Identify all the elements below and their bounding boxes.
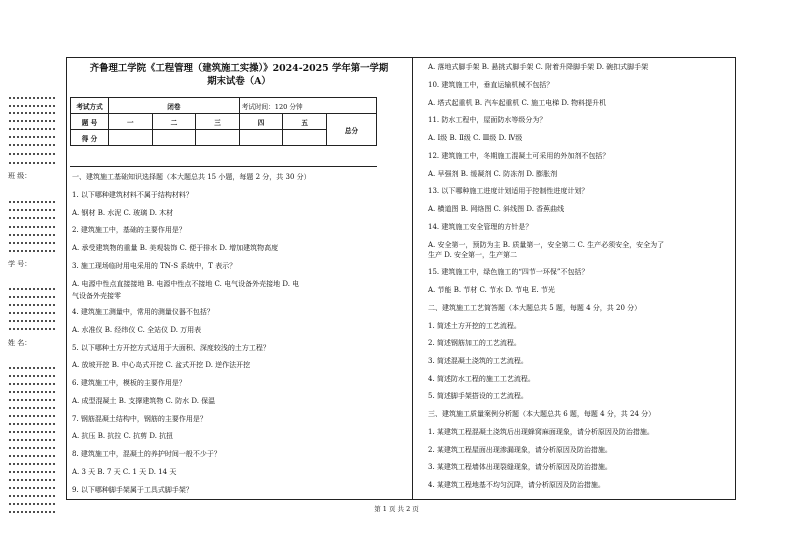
binding-dots xyxy=(8,478,56,482)
binding-dots xyxy=(8,327,56,331)
binding-dots xyxy=(8,398,56,402)
question-line: 3. 某建筑工程墙体出现裂缝现象，请分析原因及防治措施。 xyxy=(428,463,612,471)
binding-dots xyxy=(8,111,56,115)
binding-dots xyxy=(8,135,56,139)
question-line: 14. 建筑施工安全管理的方针是？ xyxy=(428,223,533,231)
binding-dots xyxy=(8,200,56,204)
binding-dots xyxy=(8,152,56,156)
question-line: A. 落地式脚手架 B. 悬挑式脚手架 C. 附着升降脚手架 D. 碗扣式脚手架 xyxy=(428,63,649,71)
score-label: 得 分 xyxy=(71,130,109,146)
question-line: 5. 以下哪种土方开挖方式适用于大面积、深度较浅的土方工程？ xyxy=(72,344,270,352)
binding-dots xyxy=(8,390,56,394)
binding-dots xyxy=(8,462,56,466)
exam-method-value: 闭卷 xyxy=(109,98,240,114)
question-line: 1. 以下哪种建筑材料不属于结构材料？ xyxy=(72,191,193,199)
score-cell[interactable] xyxy=(109,130,153,146)
question-line: 13. 以下哪种施工进度计划适用于控制性进度计划？ xyxy=(428,187,589,195)
question-line: A. 安全第一，预防为主 B. 质量第一，安全第二 C. 生产必须安全，安全为了 xyxy=(428,241,665,249)
total-label: 总分 xyxy=(327,114,377,146)
exam-title-line1: 齐鲁理工学院《工程管理（建筑施工实操）》2024-2025 学年第一学期 xyxy=(89,63,389,74)
question-line: A. 成型混凝土 B. 支撑建筑物 C. 防水 D. 保温 xyxy=(72,397,216,405)
col-1: 一 xyxy=(109,114,153,130)
question-line: A. 放坡开挖 B. 中心岛式开挖 C. 盆式开挖 D. 逆作法开挖 xyxy=(72,361,251,369)
binding-dots xyxy=(8,216,56,220)
col-3: 三 xyxy=(196,114,240,130)
question-line: A. 3 天 B. 7 天 C. 1 天 D. 14 天 xyxy=(72,468,177,476)
question-line: 一、建筑施工基础知识选择题（本大题总共 15 小题，每题 2 分，共 30 分） xyxy=(72,173,311,181)
question-line: 三、建筑施工质量案例分析题（本大题总共 6 题，每题 4 分，共 24 分） xyxy=(428,410,656,418)
column-divider xyxy=(412,57,413,500)
binding-dots xyxy=(8,319,56,323)
question-line: 12. 建筑施工中，冬期施工混凝土可采用的外加剂不包括？ xyxy=(428,152,610,160)
question-line: 10. 建筑施工中，垂直运输机械不包括？ xyxy=(428,81,554,89)
question-line: 4. 建筑施工测量中，常用的测量仪器不包括？ xyxy=(72,308,214,316)
question-line: 生产 D. 安全第一，生产第二 xyxy=(428,251,518,259)
question-line: 1. 简述土方开挖的工艺流程。 xyxy=(428,322,521,330)
question-line: 2. 建筑施工中，基础的主要作用是？ xyxy=(72,226,186,234)
binding-dots xyxy=(8,374,56,378)
class-label: 班 级： xyxy=(8,172,32,180)
question-line: 2. 某建筑工程屋面出现渗漏现象，请分析原因及防治措施。 xyxy=(428,446,612,454)
question-line: A. 承受建筑物的重量 B. 美观装饰 C. 便于排水 D. 增加建筑物高度 xyxy=(72,244,279,252)
question-line: A. 塔式起重机 B. 汽车起重机 C. 施工电梯 D. 物料提升机 xyxy=(428,99,607,107)
binding-dots xyxy=(8,303,56,307)
question-line: 9. 以下哪种脚手架属于工具式脚手架？ xyxy=(72,486,193,494)
question-line: A. 早强剂 B. 缓凝剂 C. 防冻剂 D. 膨胀剂 xyxy=(428,170,558,178)
question-line: A. 横道图 B. 网络图 C. 斜线图 D. 香蕉曲线 xyxy=(428,205,565,213)
question-line: 气设备外壳接零 xyxy=(72,292,121,300)
question-line: 2. 简述钢筋加工的工艺流程。 xyxy=(428,339,521,347)
binding-dots xyxy=(8,470,56,474)
section-divider xyxy=(70,166,377,167)
question-line: 4. 某建筑工程地基不均匀沉降，请分析原因及防治措施。 xyxy=(428,481,605,489)
col-5: 五 xyxy=(283,114,327,130)
binding-dots xyxy=(8,241,56,245)
student-id-label: 学 号： xyxy=(8,260,32,268)
score-cell[interactable] xyxy=(239,130,283,146)
binding-dots xyxy=(8,233,56,237)
binding-dots xyxy=(8,295,56,299)
question-line: 3. 简述混凝土浇筑的工艺流程。 xyxy=(428,357,528,365)
binding-dots xyxy=(8,422,56,426)
question-line: A. 电源中性点直接接地 B. 电源中性点不接地 C. 电气设备外壳接地 D. 电 xyxy=(72,280,300,288)
binding-dots xyxy=(8,208,56,212)
binding-dots xyxy=(8,430,56,434)
binding-dots xyxy=(8,249,56,253)
question-line: A. 抗压 B. 抗拉 C. 抗剪 D. 抗扭 xyxy=(72,432,174,440)
page-number: 第 1 页 共 2 页 xyxy=(374,505,419,513)
exam-time: 考试时间：120 分钟 xyxy=(239,98,376,114)
binding-dots xyxy=(8,438,56,442)
question-line: 7. 钢筋混凝土结构中，钢筋的主要作用是？ xyxy=(72,415,207,423)
question-line: 3. 施工现场临时用电采用的 TN-S 系统中，T 表示？ xyxy=(72,262,237,270)
col-2: 二 xyxy=(152,114,196,130)
binding-dots xyxy=(8,225,56,229)
binding-dots xyxy=(8,311,56,315)
binding-dots xyxy=(8,486,56,490)
exam-method-label: 考试方式 xyxy=(71,98,109,114)
binding-dots xyxy=(8,406,56,410)
score-cell[interactable] xyxy=(283,130,327,146)
binding-dots xyxy=(8,104,56,108)
binding-dots xyxy=(8,494,56,498)
question-line: A. 节能 B. 节材 C. 节水 D. 节电 E. 节光 xyxy=(428,286,555,294)
question-no-label: 题 号 xyxy=(71,114,109,130)
binding-dots xyxy=(8,382,56,386)
binding-dots xyxy=(8,287,56,291)
name-label: 姓 名： xyxy=(8,339,32,347)
score-cell[interactable] xyxy=(196,130,240,146)
score-table xyxy=(70,97,377,146)
question-line: 二、建筑施工工艺简答题（本大题总共 5 题，每题 4 分，共 20 分） xyxy=(428,304,642,312)
question-line: 5. 简述脚手架搭设的工艺流程。 xyxy=(428,392,528,400)
binding-dots xyxy=(8,446,56,450)
question-line: 11. 防水工程中，屋面防水等级分为？ xyxy=(428,116,547,124)
score-cell[interactable] xyxy=(152,130,196,146)
question-line: 15. 建筑施工中，绿色施工的“四节一环保”不包括？ xyxy=(428,268,589,276)
binding-dots xyxy=(8,161,56,165)
binding-dots xyxy=(8,119,56,123)
binding-dots xyxy=(8,366,56,370)
binding-dots xyxy=(8,127,56,131)
binding-dots xyxy=(8,143,56,147)
question-line: A. 钢材 B. 水泥 C. 玻璃 D. 木材 xyxy=(72,209,174,217)
question-line: 6. 建筑施工中，模板的主要作用是？ xyxy=(72,379,186,387)
question-line: 1. 某建筑工程混凝土浇筑后出现蜂窝麻面现象，请分析原因及防治措施。 xyxy=(428,428,654,436)
question-line: A. 水准仪 B. 经纬仪 C. 全站仪 D. 万用表 xyxy=(72,326,202,334)
binding-dots xyxy=(8,96,56,100)
question-line: A. Ⅰ级 B. Ⅱ级 C. Ⅲ级 D. Ⅳ级 xyxy=(428,134,523,142)
binding-dots xyxy=(8,414,56,418)
col-4: 四 xyxy=(239,114,283,130)
question-line: 4. 简述防水工程的施工工艺流程。 xyxy=(428,375,535,383)
exam-title-line2: 期末试卷（A） xyxy=(207,76,271,87)
binding-dots xyxy=(8,454,56,458)
question-line: 8. 建筑施工中，混凝土的养护时间一般不少于？ xyxy=(72,450,221,458)
